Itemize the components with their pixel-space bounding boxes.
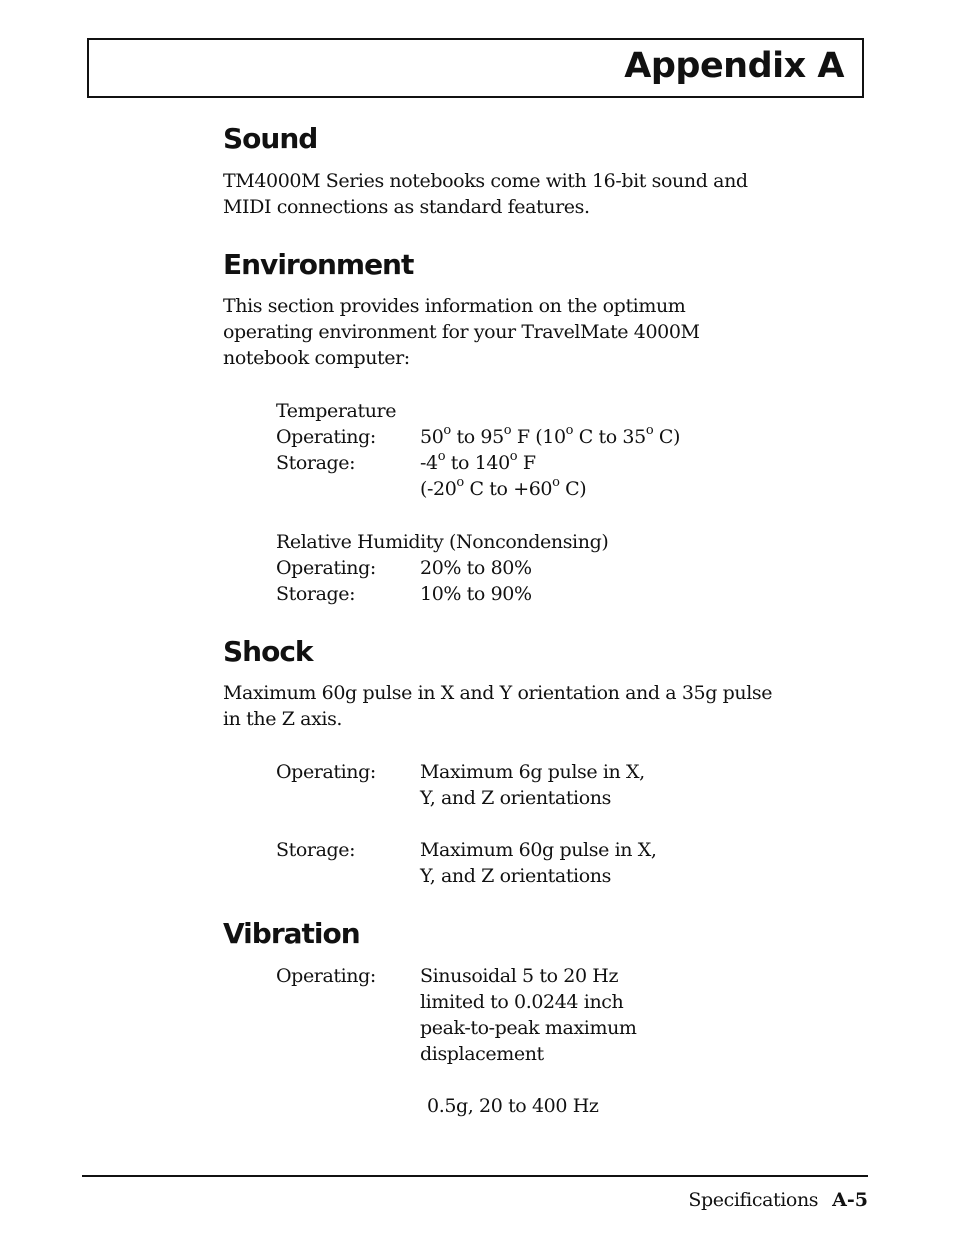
shock-operating-label: Operating: xyxy=(276,761,376,783)
shock-line: in the Z axis. xyxy=(223,708,343,730)
heading-environment: Environment xyxy=(223,248,414,281)
page-number: A-5 xyxy=(832,1189,868,1211)
shock-line: Maximum 60g pulse in X and Y orientation and a 35g pulse xyxy=(223,682,773,704)
humidity-operating-value: 20% to 80% xyxy=(420,557,532,579)
appendix-title: Appendix A xyxy=(624,46,844,86)
vibration-extra-value: 0.5g, 20 to 400 Hz xyxy=(427,1095,599,1117)
humidity-storage-value: 10% to 90% xyxy=(420,583,532,605)
vibration-operating-value: limited to 0.0244 inch xyxy=(420,991,624,1013)
temperature-storage-value-c: (-20$^o$ C to $+60^o$ C) xyxy=(420,475,587,500)
vibration-operating-value: peak-to-peak maximum xyxy=(420,1017,637,1039)
sound-paragraph xyxy=(223,168,748,220)
vibration-operating-value: displacement xyxy=(420,1043,544,1065)
environment-line: operating environment for your TravelMate 4000M xyxy=(223,321,700,343)
shock-paragraph xyxy=(223,680,772,732)
heading-vibration: Vibration xyxy=(223,917,360,950)
humidity-title: Relative Humidity (Noncondensing) xyxy=(276,531,609,553)
temperature-operating-label: Operating: xyxy=(276,426,376,448)
appendix-header-box xyxy=(87,38,864,98)
sound-line: TM4000M Series notebooks come with 16-bit sound and xyxy=(223,170,748,192)
vibration-operating-value: Sinusoidal 5 to 20 Hz xyxy=(420,965,619,987)
temperature-storage-label: Storage: xyxy=(276,452,356,474)
temperature-storage-value-f: -4$^o$ to 140$^o$ F xyxy=(420,449,536,474)
temperature-operating-value: 50$^o$ to 95$^o$ F (10$^o$ C to 35$^o$ C) xyxy=(420,423,681,448)
shock-storage-value: Maximum 60g pulse in X, xyxy=(420,839,657,861)
shock-storage-value: Y, and Z orientations xyxy=(420,865,611,887)
environment-paragraph xyxy=(223,293,700,371)
heading-sound: Sound xyxy=(223,122,318,155)
environment-line: This section provides information on the optimum xyxy=(223,295,686,317)
shock-storage-label: Storage: xyxy=(276,839,356,861)
shock-operating-value: Maximum 6g pulse in X, xyxy=(420,761,645,783)
heading-shock: Shock xyxy=(223,635,313,668)
temperature-title: Temperature xyxy=(276,400,397,422)
footer-section: Specifications xyxy=(688,1189,819,1211)
shock-operating-value: Y, and Z orientations xyxy=(420,787,611,809)
sound-line: MIDI connections as standard features. xyxy=(223,196,590,218)
page-footer xyxy=(688,1189,868,1211)
humidity-operating-label: Operating: xyxy=(276,557,376,579)
vibration-operating-label: Operating: xyxy=(276,965,376,987)
environment-line: notebook computer: xyxy=(223,347,410,369)
humidity-storage-label: Storage: xyxy=(276,583,356,605)
footer-rule xyxy=(82,1175,868,1177)
